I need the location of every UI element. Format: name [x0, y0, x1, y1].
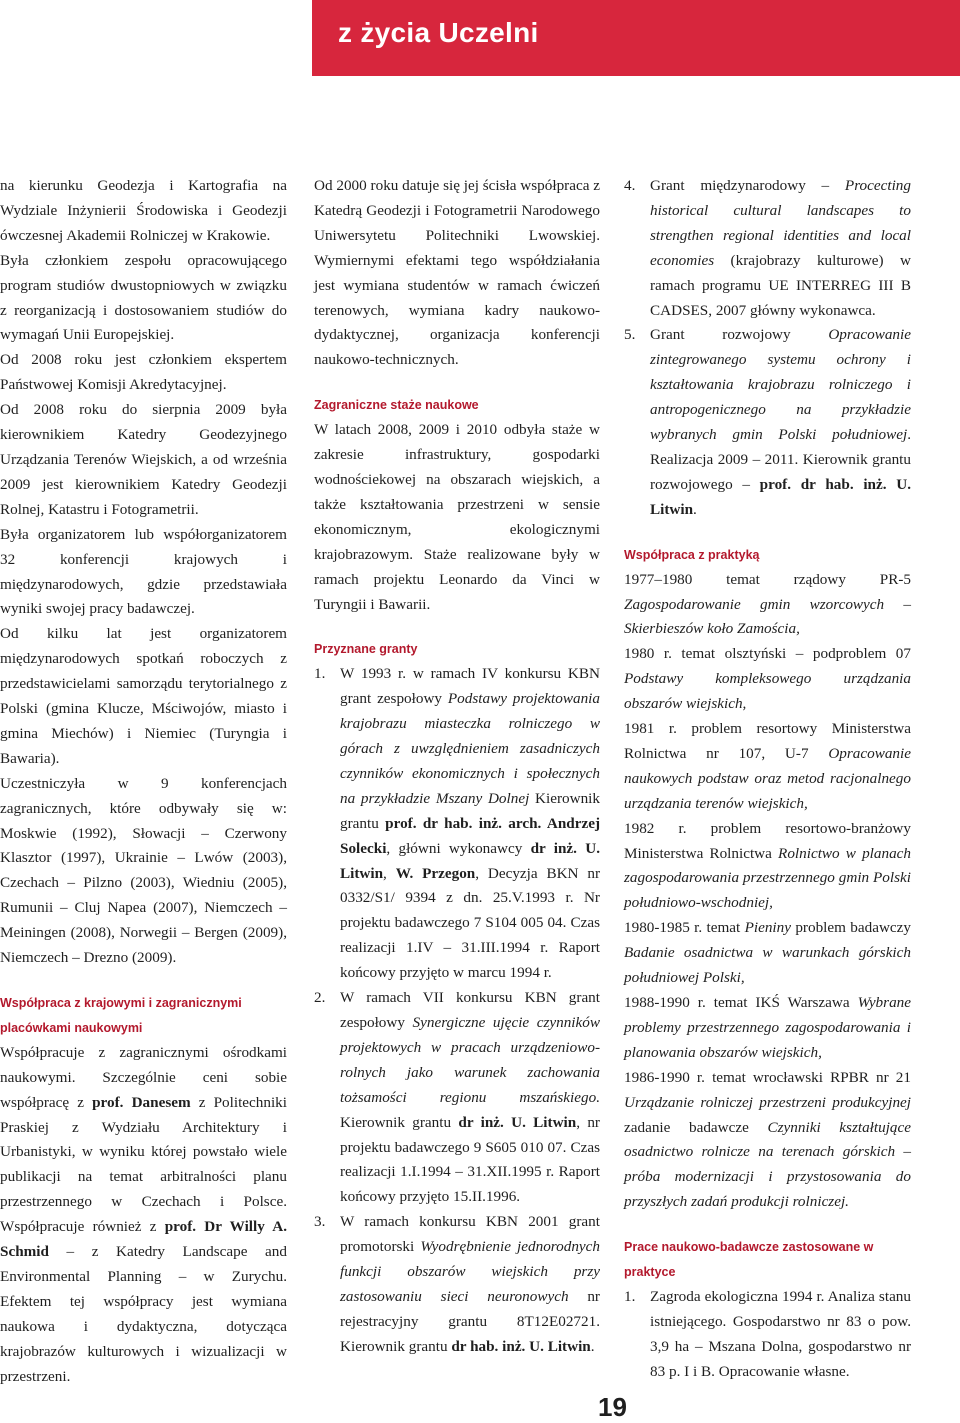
paragraph: Od kilku lat jest organizatorem międzynarodowych spotkań roboczych z przedstawicielami samorządu terytorialnego z Polski (gmina Klucze, Mściwojów, miasto i gmina Miechów) i Niemiec (Turyngia i Bawaria).	[0, 625, 287, 767]
list-item: 1. Zagroda ekologiczna 1994 r. Analiza stanu istniejącego. Gospodarstwo nr 83 o pow. 3,9 ha – Mszana Dolna, gospodarstwo nr 83 p. I i B. Opracowanie własne.	[624, 1287, 911, 1380]
list-item: 2. W ramach VII konkursu KBN grant zespołowy Synergiczne ujęcie czynników projektowych w pracach urządzenioworolnych jako warunek zachowania tożsamości regionu mszańskiego. Kierownik grantu dr inż. U. Litwin, nr projektu badawczego 9 S605 010 07. Czas realizacji 1.I.1994 – 31.XII.1995 r. Raport końcowy przyjęto 15.II.1996.	[314, 989, 600, 1206]
list-item: 5. Grant rozwojowy Opracowanie zintegrowanego systemu ochrony i kształtowania krajobrazu rolniczego i antropogenicznego na przykładzie wybranych gmin Polski południowej. Realizacja 2009 – 2011. Kierownik grantu rozwojowego – prof. dr hab. inż. U. Litwin.	[624, 326, 912, 518]
page-number: 19	[598, 1392, 627, 1422]
paragraph: Współpracuje z zagranicznymi ośrodkami naukowymi. Szczególnie ceni sobie współpracę z prof. Danesem z Politechniki Praskiej z Wydziału Architektury i Urbanistyki, w wyniku której powstało wiele publikacji na temat arbitralności planu przestrzennego w Czechach i Polsce. Współpracuje również z prof. Dr Willy A. Schmid – z Katedry Landscape and Environmental Planning – w Zurychu. Efektem tej współpracy jest wymiana naukowa i dydaktyczna, dotycząca krajobrazów kulturowych i wizualizacji w przestrzeni.	[0, 1043, 287, 1385]
column-left	[0, 174, 287, 1390]
section-title: z życia Uczelni	[338, 17, 539, 48]
practice-entry: 1986-1990 r. temat wrocławski RPBR nr 21 Urządzanie rolniczej przestrzeni produkcyjnej zadanie badawcze Czynniki kształtujące osadnictwo rolnicze na terenach górskich – próba modernizacji i przystosowania do przyszłych zadań produkcji rolniczej.	[624, 1068, 912, 1211]
section-heading: Współpraca z krajowymi i zagranicznymi placówkami naukowymi	[0, 996, 242, 1035]
grants-list-continued	[624, 174, 911, 523]
list-item: 3. W ramach konkursu KBN 2001 grant promotorski Wyodrębnienie jednorodnych funkcji obszarów wiejskich przy zastosowaniu sieci neuronowych nr rejestracyjny grantu 8T12E02721. Kierownik grantu dr hab. inż. U. Litwin.	[314, 1213, 601, 1355]
paragraph: Od 2008 roku jest członkiem ekspertem Państwowej Komisji Akredytacyjnej.	[0, 351, 287, 394]
paragraph: W latach 2008, 2009 i 2010 odbyła staże w zakresie infrastruktury, gospodarki wodnościekowej na obszarach wiejskich, a także kształtowania przestrzeni w sensie ekonomicznym, ekologicznymi krajobrazowym. Staże realizowane były w ramach projektu Leonardo da Vinci w Turyngii i Bawarii.	[314, 421, 600, 613]
paragraph: Była członkiem zespołu opracowującego program studiów dwustopniowych w związku z reorganizacją i dostosowaniem studiów do wymagań Unii Europejskiej.	[0, 251, 287, 344]
practice-entry: 1981 r. problem resortowy Ministerstwa Rolnictwa nr 107, U-7 Opracowanie naukowych podstaw oraz metod racjonalnego urządzania terenów wiejskich,	[624, 720, 911, 812]
practice-entry: 1980-1985 r. temat Pieniny problem badawczy Badanie osadnictwa w warunkach górskich południowej Polski,	[624, 919, 911, 987]
practice-entry: 1982 r. problem resortowo-branżowy Ministerstwa Rolnictwa Rolnictwo w planach zagospodarowania przestrzennego gmin Polski południowo-wschodniej,	[624, 819, 911, 912]
list-item: 1. W 1993 r. w ramach IV konkursu KBN grant zespołowy Podstawy projektowania krajobrazu miasteczka rolniczego w górach z uwzględnieniem zasadniczych czynników ekonomicznych i społecznych na przykładzie Mszany Dolnej Kierownik grantu prof. dr hab. inż. arch. Andrzej Solecki, główni wykonawcy dr inż. U. Litwin, W. Przegon, Decyzja BKN nr 0332/S1/ 9394 z dn. 25.V.1993 r. Nr projektu badawczego 7 S104 005 04. Czas realizacji 1.IV – 31.III.1994 r. Raport końcowy przyjęto w marcu 1994 r.	[314, 665, 601, 982]
section-heading: Przyznane granty	[314, 642, 418, 657]
grants-list	[314, 662, 600, 1359]
section-heading: Prace naukowo-badawcze zastosowane w praktyce	[624, 1240, 874, 1280]
section-heading: Zagraniczne staże naukowe	[314, 398, 479, 413]
paragraph: Od 2000 roku datuje się jej ścisła współpraca z Katedrą Geodezji i Fotogrametrii Narodowego Uniwersytetu Politechniki Lwowskiej. Wymiernymi efektami tego współdziałania jest wymiana studentów w ramach ćwiczeń terenowych, wymiana kadry naukowo-dydaktycznej, organizacja konferencji naukowo-technicznych.	[314, 177, 600, 369]
applied-works-list	[624, 1285, 911, 1385]
paragraph: Uczestniczyła w 9 konferencjach zagranicznych, które odbywały się w: Moskwie (1992), Słowacji – Czerwony Klasztor (1997), Ukrainie – Lwów (2003), Czechach – Pilzno (2003), Wiedniu (2005), Rumunii – Cluj Napea (2007), Niemczech – Meiningen (2008), Norwegii – Bergen (2009), Niemczech – Drezno (2009).	[0, 774, 287, 967]
column-middle	[314, 174, 600, 1360]
practice-entry: 1988-1990 r. temat IKŚ Warszawa Wybrane problemy przestrzennego zagospodarowania i planowania obszarów wiejskich,	[624, 994, 911, 1061]
paragraph: Była organizatorem lub współorganizatorem 32 konferencji krajowych i międzynarodowych, gdzie przedstawiała wyniki swojej pracy badawczej.	[0, 525, 287, 618]
list-item: 4. Grant międzynarodowy – Procecting historical cultural landscapes to strengthen regional identities and local economies (krajobrazy kulturowe) w ramach programu UE INTERREG III B CADSES, 2007 główny wykonawca.	[624, 177, 911, 319]
practice-entry: 1977–1980 temat rządowy PR-5 Zagospodarowanie gmin wzorcowych – Skierbieszów koło Zamościa,	[624, 570, 911, 638]
paragraph: Od 2008 roku do sierpnia 2009 była kierownikiem Katedry Geodezyjnego Urządzania Terenów Wiejskich, a od września 2009 jest kierownikiem Katedry Geodezji Rolnej, Katastru i Fotogrametrii.	[0, 401, 287, 518]
column-right	[624, 174, 911, 1385]
practice-entry: 1980 r. temat olsztyński – podproblem 07 Podstawy kompleksowego urządzania obszarów wiejskich,	[624, 645, 911, 713]
section-heading: Współpraca z praktyką	[624, 547, 760, 562]
paragraph: na kierunku Geodezja i Kartografia na Wydziale Inżynierii Środowiska i Geodezji ówczesnej Akademii Rolniczej w Krakowie.	[0, 177, 287, 244]
